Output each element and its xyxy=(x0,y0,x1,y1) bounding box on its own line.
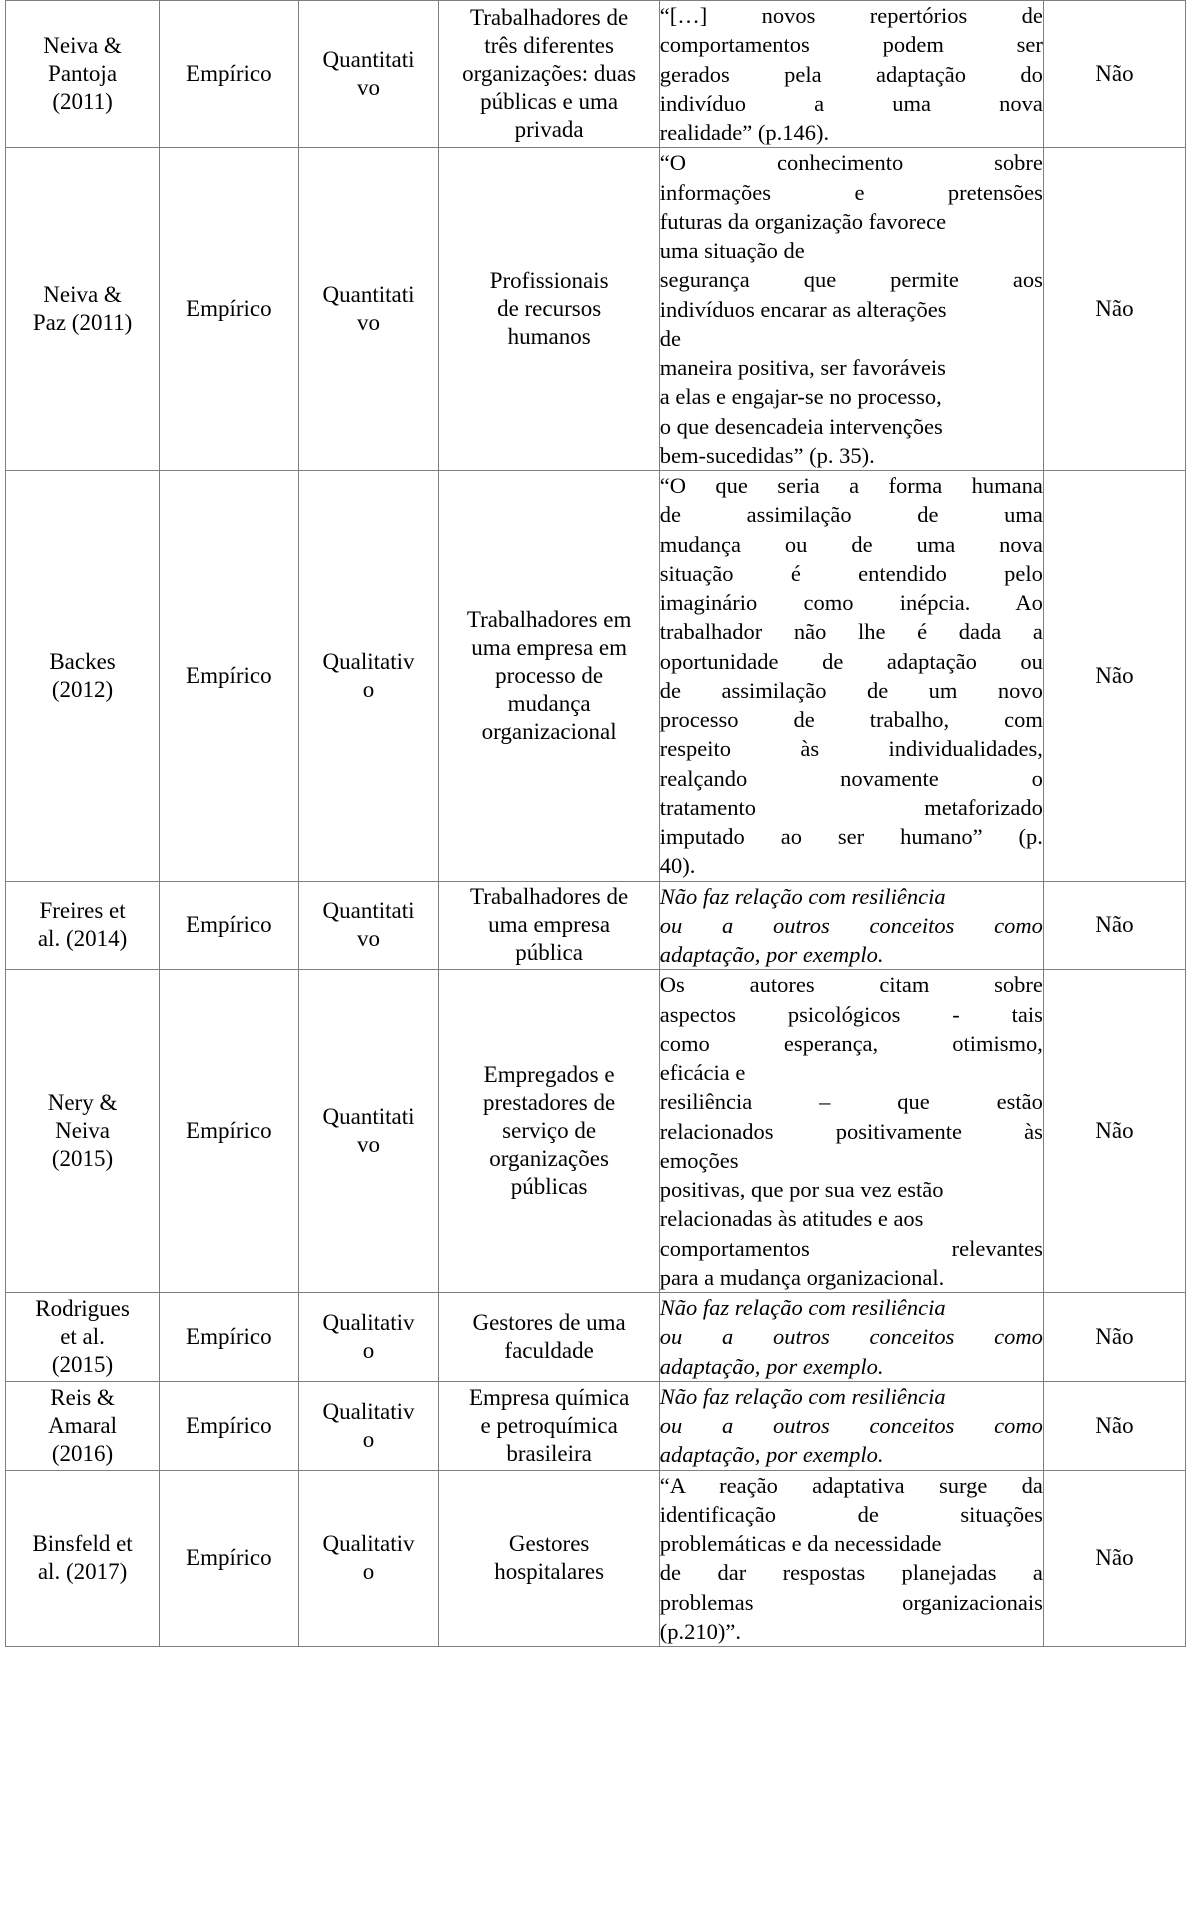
cell-sample xyxy=(439,881,659,970)
reference-line: (2015) xyxy=(51,1351,114,1377)
table-row xyxy=(6,1,1186,148)
quote-line: adaptação, por exemplo. xyxy=(659,1442,884,1468)
quote-line: ou a outros conceitos como xyxy=(659,1324,1043,1350)
quote-line: “[…] novos repertórios de xyxy=(659,3,1043,28)
quote-line: adaptação, por exemplo. xyxy=(659,942,884,967)
reference-line: Neiva xyxy=(55,1118,111,1144)
table-row xyxy=(6,1381,1186,1470)
quote-line: para a mudança organizacional. xyxy=(659,1264,945,1290)
cell-sample xyxy=(439,471,659,882)
relation-value: Não xyxy=(1095,912,1134,938)
cell-study-type xyxy=(160,1,298,148)
relation-value: Não xyxy=(1095,61,1134,87)
cell-study-type xyxy=(160,1293,298,1382)
quote-line: adaptação, por exemplo. xyxy=(659,1353,884,1379)
sample-line: uma empresa em xyxy=(471,634,628,660)
cell-approach xyxy=(298,881,439,970)
quote-line: de dar respostas planejadas a xyxy=(659,1560,1043,1586)
approach-line: o xyxy=(362,1426,375,1452)
sample-line: pública xyxy=(515,940,583,966)
sample-line: organizações: duas xyxy=(462,61,637,87)
relation-value: Não xyxy=(1095,296,1134,322)
sample-line: Profissionais xyxy=(489,268,609,294)
cell-reference xyxy=(6,970,160,1293)
cell-relation xyxy=(1043,1,1185,148)
table-row xyxy=(6,471,1186,882)
reference-line: Neiva & xyxy=(43,33,122,59)
quote-line: identificação de situações xyxy=(659,1501,1043,1527)
reference-line: Amaral xyxy=(48,1412,118,1438)
cell-approach xyxy=(298,1,439,148)
quote-line: positivas, que por sua vez estão xyxy=(659,1177,944,1202)
quote-line: de xyxy=(659,325,682,351)
quote-line: informações e pretensões xyxy=(659,179,1043,205)
reference-line: Pantoja xyxy=(48,61,118,87)
relation-value: Não xyxy=(1095,1545,1134,1571)
relation-value: Não xyxy=(1095,662,1134,688)
cell-reference xyxy=(6,148,160,471)
literature-review-table xyxy=(5,0,1186,1647)
relation-value: Não xyxy=(1095,1412,1134,1438)
sample-line: privada xyxy=(514,117,584,143)
approach-line: Quantitati xyxy=(322,282,415,308)
sample-line: mudança xyxy=(507,690,591,716)
approach-line: Qualitativ xyxy=(322,1309,415,1335)
cell-relation xyxy=(1043,1381,1185,1470)
sample-line: prestadores de xyxy=(483,1090,616,1116)
study-type-value: Empírico xyxy=(186,296,272,322)
cell-reference xyxy=(6,1,160,148)
cell-study-type xyxy=(160,471,298,882)
sample-line: Empresa química xyxy=(468,1384,630,1410)
quote-line: Não faz relação com resiliência xyxy=(659,1295,946,1320)
cell-quote xyxy=(659,1293,1043,1382)
sample-line: Gestores de uma xyxy=(472,1309,626,1335)
study-type-value: Empírico xyxy=(186,1545,272,1571)
cell-sample xyxy=(439,1470,659,1647)
table-row xyxy=(6,1293,1186,1382)
reference-line: (2016) xyxy=(51,1440,114,1466)
cell-sample xyxy=(439,1381,659,1470)
sample-line: e petroquímica xyxy=(480,1412,618,1438)
quote-line: a elas e engajar-se no processo, xyxy=(659,384,942,410)
cell-reference xyxy=(6,471,160,882)
approach-line: Quantitati xyxy=(322,1104,415,1130)
sample-line: de recursos xyxy=(497,296,602,322)
sample-line: Trabalhadores de xyxy=(470,884,629,910)
approach-line: vo xyxy=(357,1132,381,1158)
approach-line: Qualitativ xyxy=(322,648,415,674)
reference-line: (2011) xyxy=(52,89,113,115)
cell-reference xyxy=(6,1293,160,1382)
sample-line: três diferentes xyxy=(484,33,614,59)
cell-quote xyxy=(659,1381,1043,1470)
sample-line: organizacional xyxy=(481,718,617,744)
cell-study-type xyxy=(160,881,298,970)
cell-quote xyxy=(659,1470,1043,1647)
cell-quote xyxy=(659,148,1043,471)
relation-value: Não xyxy=(1095,1323,1134,1349)
approach-line: Quantitati xyxy=(322,47,415,73)
cell-quote xyxy=(659,970,1043,1293)
cell-approach xyxy=(298,1381,439,1470)
quote-line: oportunidade de adaptação ou xyxy=(659,648,1043,674)
quote-line: comportamentos relevantes xyxy=(659,1235,1043,1261)
approach-line: o xyxy=(362,1559,375,1585)
quote-line: “O que seria a forma humana xyxy=(659,473,1043,498)
quote-line: problemáticas e da necessidade xyxy=(659,1531,942,1556)
cell-reference xyxy=(6,1381,160,1470)
cell-approach xyxy=(298,471,439,882)
sample-line: Trabalhadores em xyxy=(466,606,632,632)
table-row xyxy=(6,970,1186,1293)
approach-line: o xyxy=(362,1337,375,1363)
cell-relation xyxy=(1043,881,1185,970)
quote-line: ou a outros conceitos como xyxy=(659,912,1043,938)
quote-line: resiliência – que estão xyxy=(659,1089,1043,1115)
cell-approach xyxy=(298,1470,439,1647)
cell-quote xyxy=(659,1,1043,148)
quote-line: futuras da organização favorece xyxy=(659,208,947,234)
reference-line: Paz (2011) xyxy=(32,310,133,336)
study-type-value: Empírico xyxy=(186,1323,272,1349)
cell-relation xyxy=(1043,970,1185,1293)
cell-quote xyxy=(659,471,1043,882)
reference-line: Backes xyxy=(49,648,116,674)
cell-quote xyxy=(659,881,1043,970)
relation-value: Não xyxy=(1095,1118,1134,1144)
study-type-value: Empírico xyxy=(186,662,272,688)
quote-line: (p.210)”. xyxy=(659,1618,742,1644)
quote-line: processo de trabalho, com xyxy=(659,707,1043,732)
study-type-value: Empírico xyxy=(186,1118,272,1144)
quote-line: gerados pela adaptação do xyxy=(659,61,1043,87)
reference-line: Rodrigues xyxy=(35,1295,130,1321)
cell-study-type xyxy=(160,148,298,471)
quote-line: de assimilação de uma xyxy=(659,502,1043,528)
study-type-value: Empírico xyxy=(186,912,272,938)
approach-line: o xyxy=(362,676,375,702)
quote-line: tratamento metaforizado xyxy=(659,794,1043,820)
quote-line: trabalhador não lhe é dada a xyxy=(659,619,1043,645)
reference-line: al. (2014) xyxy=(37,926,128,952)
reference-line: Binsfeld et xyxy=(32,1531,133,1557)
quote-line: como esperança, otimismo, xyxy=(659,1030,1043,1056)
quote-line: realçando novamente o xyxy=(659,765,1043,791)
cell-relation xyxy=(1043,1470,1185,1647)
cell-approach xyxy=(298,970,439,1293)
reference-line: Freires et xyxy=(39,898,126,924)
quote-line: “A reação adaptativa surge da xyxy=(659,1472,1043,1498)
cell-sample xyxy=(439,148,659,471)
cell-sample xyxy=(439,970,659,1293)
cell-approach xyxy=(298,148,439,471)
quote-line: realidade” (p.146). xyxy=(659,120,830,145)
reference-line: Reis & xyxy=(50,1384,115,1410)
approach-line: Quantitati xyxy=(322,898,415,924)
cell-sample xyxy=(439,1,659,148)
cell-relation xyxy=(1043,148,1185,471)
quote-line: o que desencadeia intervenções xyxy=(659,413,943,439)
study-type-value: Empírico xyxy=(186,61,272,87)
quote-line: de assimilação de um novo xyxy=(659,677,1043,703)
reference-line: et al. xyxy=(60,1323,105,1349)
quote-line: 40). xyxy=(659,853,696,879)
quote-line: problemas organizacionais xyxy=(659,1589,1043,1615)
quote-line: Não faz relação com resiliência xyxy=(659,1383,946,1409)
sample-line: processo de xyxy=(495,662,604,688)
sample-line: uma empresa xyxy=(488,912,611,938)
cell-approach xyxy=(298,1293,439,1382)
cell-reference xyxy=(6,1470,160,1647)
quote-line: indivíduos encarar as alterações xyxy=(659,296,947,322)
reference-line: Neiva & xyxy=(43,282,122,308)
cell-reference xyxy=(6,881,160,970)
quote-line: indivíduo a uma nova xyxy=(659,90,1043,116)
quote-line: emoções xyxy=(659,1147,739,1173)
approach-line: vo xyxy=(357,310,381,336)
sample-line: faculdade xyxy=(504,1337,594,1363)
quote-line: Não faz relação com resiliência xyxy=(659,883,946,909)
quote-line: “O conhecimento sobre xyxy=(659,150,1043,176)
quote-line: relacionados positivamente às xyxy=(659,1118,1043,1144)
quote-line: respeito às individualidades, xyxy=(659,736,1043,762)
sample-line: Gestores xyxy=(508,1531,590,1557)
quote-line: segurança que permite aos xyxy=(659,267,1043,293)
sample-line: Trabalhadores de xyxy=(470,5,629,30)
cell-study-type xyxy=(160,1470,298,1647)
reference-line: Nery & xyxy=(47,1090,118,1116)
quote-line: situação é entendido pelo xyxy=(659,560,1043,586)
quote-line: maneira positiva, ser favoráveis xyxy=(659,355,946,380)
sample-line: brasileira xyxy=(506,1440,592,1466)
cell-relation xyxy=(1043,471,1185,882)
cell-relation xyxy=(1043,1293,1185,1382)
sample-line: humanos xyxy=(507,324,591,350)
sample-line: públicas e uma xyxy=(480,89,619,115)
quote-line: aspectos psicológicos - tais xyxy=(659,1001,1043,1027)
reference-line: al. (2017) xyxy=(37,1559,128,1585)
sample-line: organizações xyxy=(489,1146,609,1172)
quote-line: imaginário como inépcia. Ao xyxy=(659,590,1043,615)
quote-line: relacionadas às atitudes e aos xyxy=(659,1206,924,1232)
cell-study-type xyxy=(160,1381,298,1470)
approach-line: Qualitativ xyxy=(322,1398,415,1424)
cell-study-type xyxy=(160,970,298,1293)
approach-line: Qualitativ xyxy=(322,1531,415,1557)
study-type-value: Empírico xyxy=(186,1412,272,1438)
approach-line: vo xyxy=(357,926,381,952)
sample-line: serviço de xyxy=(502,1118,597,1144)
sample-line: hospitalares xyxy=(494,1559,605,1585)
table-body xyxy=(6,1,1186,1647)
quote-line: mudança ou de uma nova xyxy=(659,531,1043,557)
quote-line: uma situação de xyxy=(659,238,805,263)
sample-line: Empregados e xyxy=(483,1062,615,1087)
quote-line: comportamentos podem ser xyxy=(659,32,1043,58)
quote-line: imputado ao ser humano” (p. xyxy=(659,824,1043,849)
cell-sample xyxy=(439,1293,659,1382)
reference-line: (2015) xyxy=(51,1146,114,1172)
table-row xyxy=(6,1470,1186,1647)
table-row xyxy=(6,881,1186,970)
sample-line: públicas xyxy=(510,1174,588,1200)
reference-line: (2012) xyxy=(51,676,114,702)
quote-line: eficácia e xyxy=(659,1060,746,1085)
quote-line: bem-sucedidas” (p. 35). xyxy=(659,442,875,468)
approach-line: vo xyxy=(357,75,381,101)
quote-line: Os autores citam sobre xyxy=(659,972,1043,998)
table-row xyxy=(6,148,1186,471)
quote-line: ou a outros conceitos como xyxy=(659,1413,1043,1438)
